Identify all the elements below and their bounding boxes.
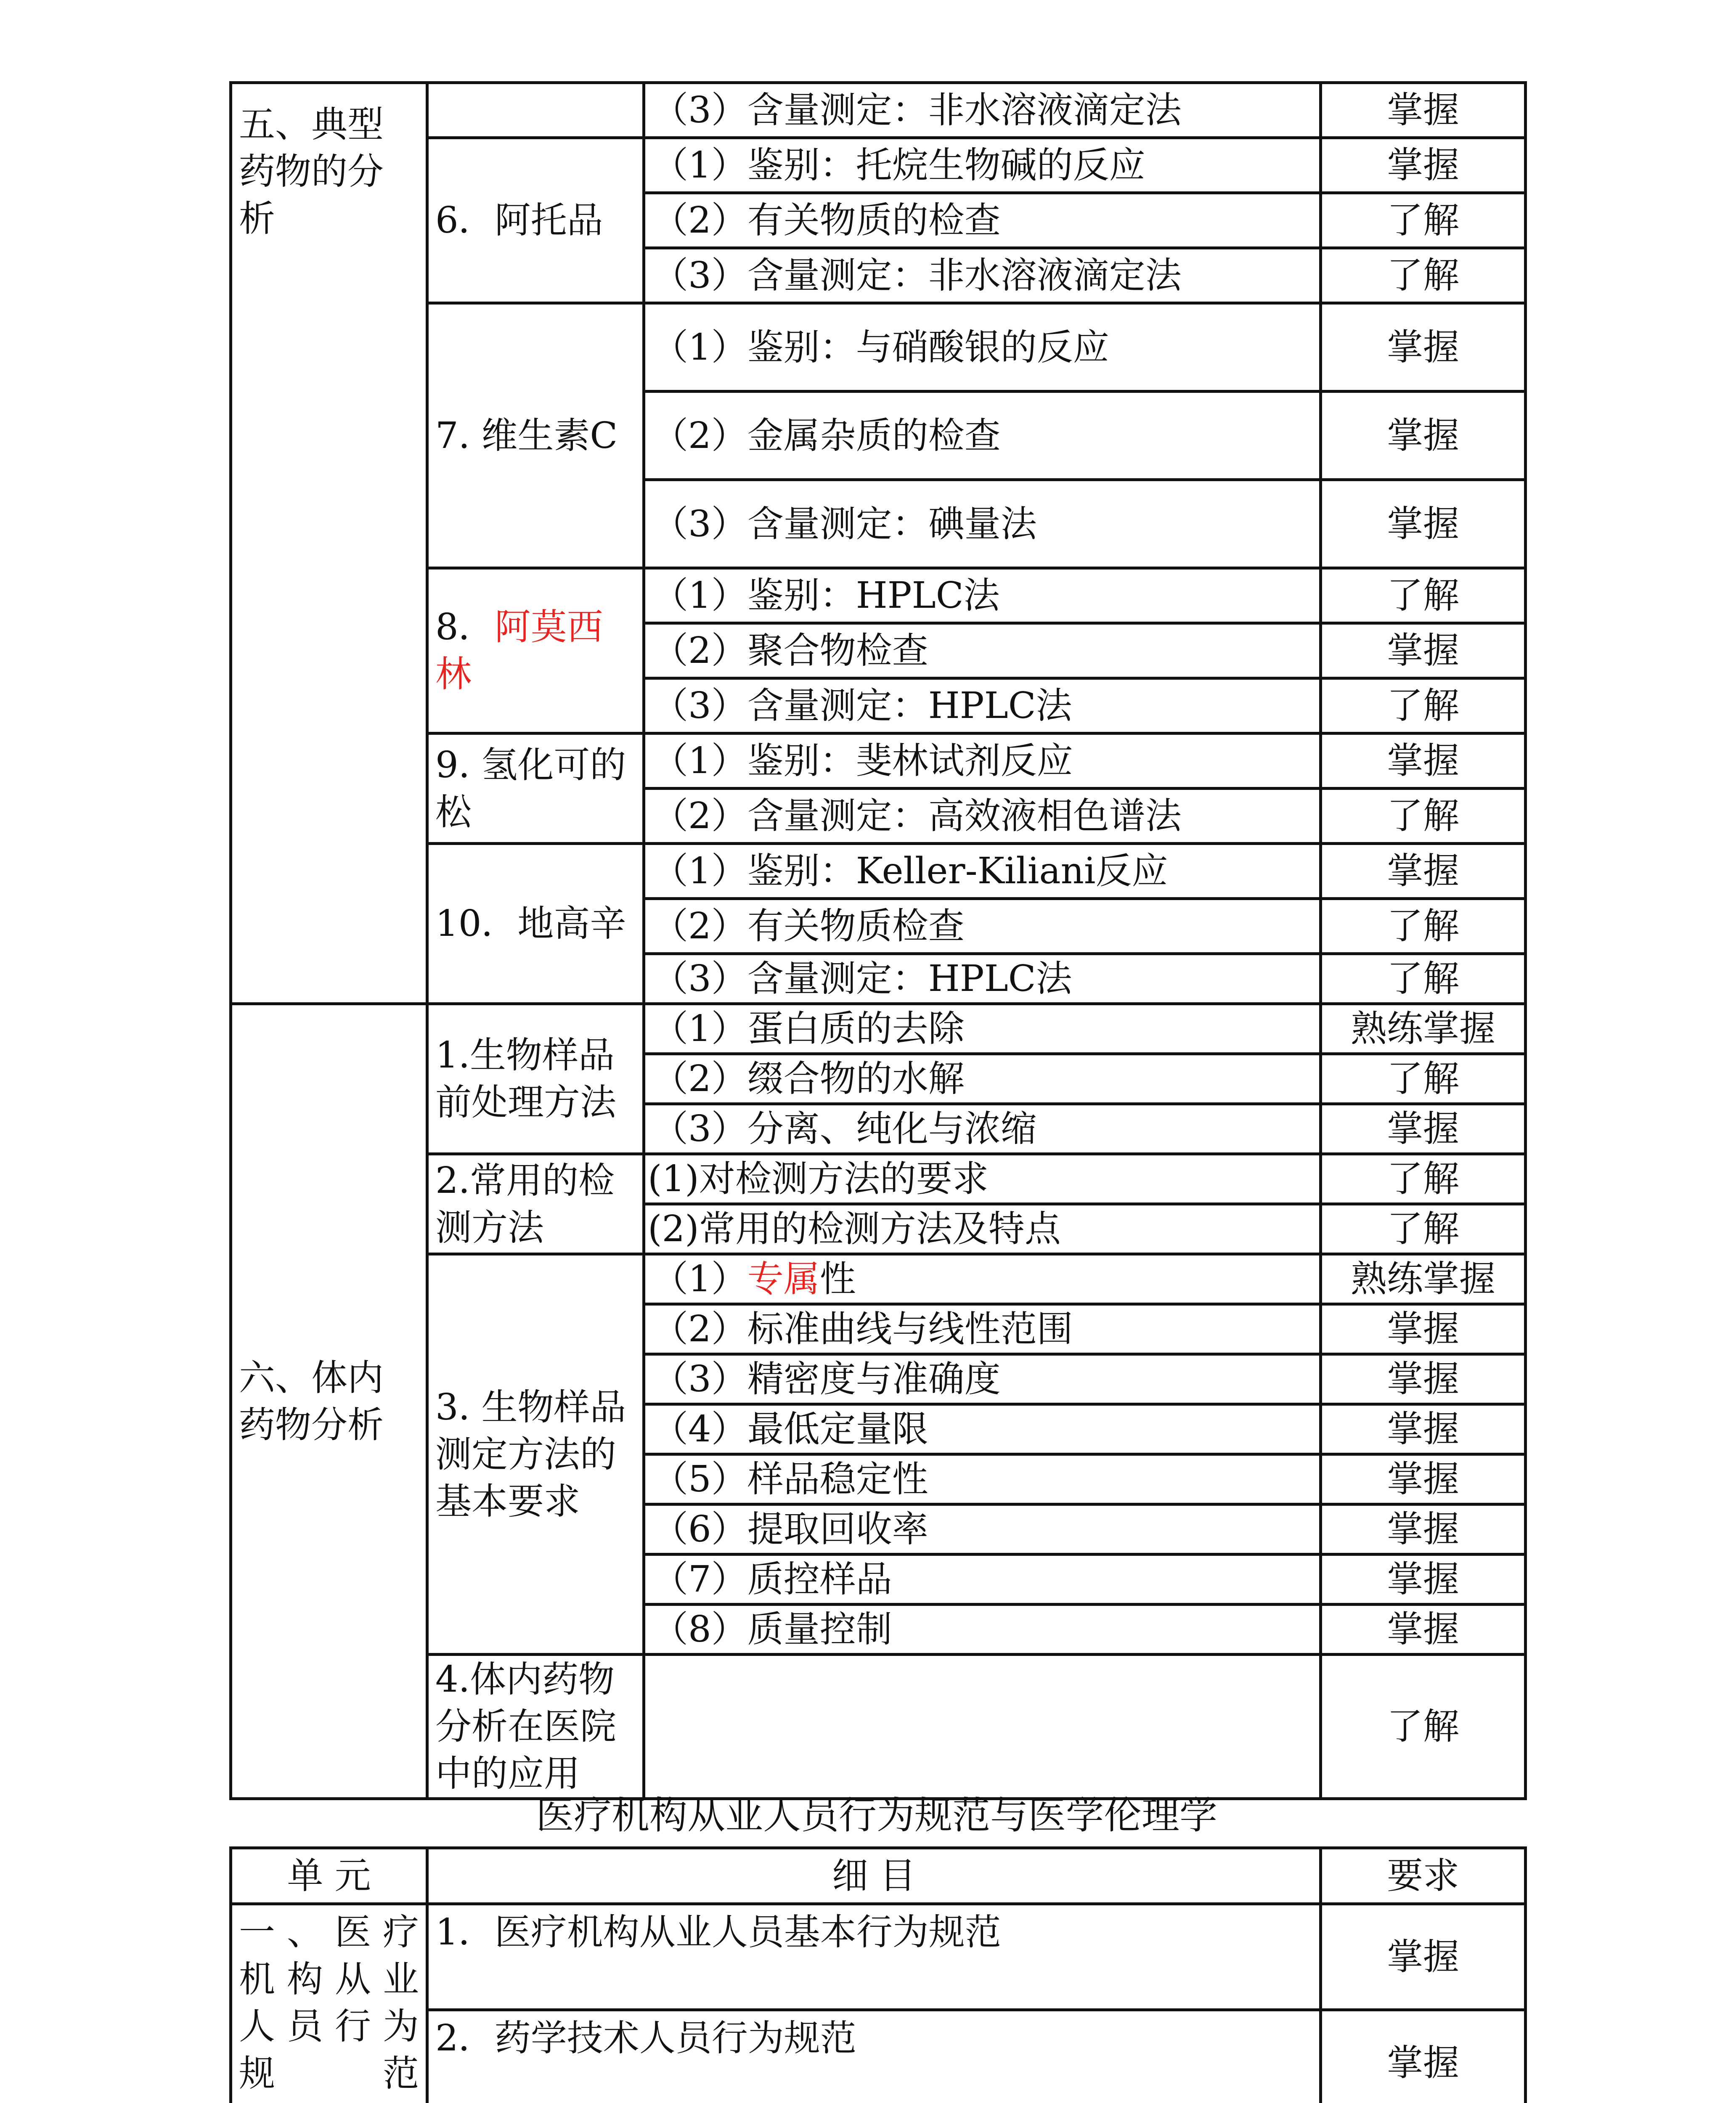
detail-cell: （5）样品稳定性 [644, 1454, 1321, 1504]
item-cell: 1．医疗机构从业人员基本行为规范 [427, 1904, 1321, 2010]
requirement-cell: 熟练掌握 [1321, 1254, 1526, 1304]
detail-cell: （1）鉴别：Keller-Kiliani反应 [644, 844, 1321, 899]
requirement-cell: 了解 [1321, 1655, 1526, 1799]
detail-cell: （2）缀合物的水解 [644, 1054, 1321, 1104]
detail-cell: （3）分离、纯化与浓缩 [644, 1104, 1321, 1154]
requirement-cell: 掌握 [1321, 1555, 1526, 1605]
detail-cell: （3）含量测定：HPLC法 [644, 678, 1321, 734]
requirement-cell: 了解 [1321, 678, 1526, 734]
requirement-cell: 掌握 [1321, 1454, 1526, 1504]
requirement-cell: 熟练掌握 [1321, 1004, 1526, 1054]
detail-suffix: 性 [819, 1258, 856, 1300]
exam-syllabus-table-2 [229, 1846, 1527, 2103]
detail-cell: （2）金属杂质的检查 [644, 392, 1321, 480]
requirement-cell: 掌握 [1321, 1104, 1526, 1154]
header-unit: 单 元 [231, 1848, 427, 1904]
subitem-hospital-application: 4.体内药物分析在医院中的应用 [427, 1655, 644, 1799]
detail-cell: （3）精密度与准确度 [644, 1354, 1321, 1404]
detail-cell: （7）质控样品 [644, 1555, 1321, 1605]
highlighted-drug-name: 阿莫西林 [435, 606, 603, 695]
requirement-cell: 掌握 [1321, 1354, 1526, 1404]
detail-cell: （1）蛋白质的去除 [644, 1004, 1321, 1054]
requirement-cell: 掌握 [1321, 1504, 1526, 1555]
detail-cell: （3）含量测定：碘量法 [644, 480, 1321, 568]
detail-cell: （2）聚合物检查 [644, 623, 1321, 678]
subitem-amoxicillin [427, 568, 644, 734]
detail-cell: （6）提取回收率 [644, 1504, 1321, 1555]
requirement-cell: 了解 [1321, 954, 1526, 1004]
highlighted-term: 专属 [747, 1258, 820, 1300]
requirement-cell: 掌握 [1321, 480, 1526, 568]
subitem-number: 8． [435, 606, 495, 648]
detail-cell: （2）标准曲线与线性范围 [644, 1304, 1321, 1354]
unit-typical-drug-analysis: 五、典型药物的分析 [231, 83, 427, 1004]
requirement-cell: 掌握 [1321, 1404, 1526, 1454]
detail-cell: （1）鉴别：HPLC法 [644, 568, 1321, 623]
requirement-cell: 了解 [1321, 568, 1526, 623]
subitem-atropine: 6．阿托品 [427, 138, 644, 303]
subitem-vitamin-c: 7. 维生素C [427, 303, 644, 568]
subitem-detection-methods: 2.常用的检测方法 [427, 1154, 644, 1254]
requirement-cell: 了解 [1321, 1154, 1526, 1204]
requirement-cell: 掌握 [1321, 1304, 1526, 1354]
detail-cell: (1)对检测方法的要求 [644, 1154, 1321, 1204]
header-requirement: 要求 [1321, 1848, 1526, 1904]
requirement-cell: 掌握 [1321, 1605, 1526, 1655]
detail-cell: (2)常用的检测方法及特点 [644, 1204, 1321, 1254]
detail-cell: （2）含量测定：高效液相色谱法 [644, 789, 1321, 844]
requirement-cell: 掌握 [1321, 303, 1526, 392]
detail-cell: （1）鉴别：斐林试剂反应 [644, 734, 1321, 789]
unit-in-vivo-drug-analysis: 六、体内药物分析 [231, 1004, 427, 1799]
detail-cell: （3）含量测定：非水溶液滴定法 [644, 248, 1321, 303]
subitem-method-requirements: 3. 生物样品测定方法的基本要求 [427, 1254, 644, 1655]
requirement-cell: 了解 [1321, 899, 1526, 954]
subitem-sample-pretreatment: 1.生物样品前处理方法 [427, 1004, 644, 1154]
requirement-cell: 掌握 [1321, 83, 1526, 138]
exam-syllabus-table-1 [229, 81, 1527, 1800]
subitem-digoxin: 10．地高辛 [427, 844, 644, 1004]
detail-cell: （1）鉴别：托烷生物碱的反应 [644, 138, 1321, 193]
detail-cell-empty [644, 1655, 1321, 1799]
item-cell: 2．药学技术人员行为规范 [427, 2010, 1321, 2103]
requirement-cell: 了解 [1321, 789, 1526, 844]
requirement-cell: 了解 [1321, 1204, 1526, 1254]
detail-cell: （2）有关物质检查 [644, 899, 1321, 954]
subitem-cell-empty [427, 83, 644, 138]
detail-cell: （4）最低定量限 [644, 1404, 1321, 1454]
requirement-cell: 掌握 [1321, 844, 1526, 899]
detail-prefix: （1） [652, 1258, 747, 1300]
requirement-cell: 掌握 [1321, 2010, 1526, 2103]
detail-cell: （1）鉴别：与硝酸银的反应 [644, 303, 1321, 392]
subitem-hydrocortisone: 9. 氢化可的松 [427, 734, 644, 844]
requirement-cell: 掌握 [1321, 734, 1526, 789]
header-item: 细 目 [427, 1848, 1321, 1904]
requirement-cell: 了解 [1321, 1054, 1526, 1104]
requirement-cell: 了解 [1321, 193, 1526, 248]
detail-cell: （3）含量测定：HPLC法 [644, 954, 1321, 1004]
requirement-cell: 掌握 [1321, 138, 1526, 193]
requirement-cell: 了解 [1321, 248, 1526, 303]
detail-cell [644, 1254, 1321, 1304]
requirement-cell: 掌握 [1321, 392, 1526, 480]
detail-cell: （8）质量控制 [644, 1605, 1321, 1655]
detail-cell: （2）有关物质的检查 [644, 193, 1321, 248]
requirement-cell: 掌握 [1321, 1904, 1526, 2010]
requirement-cell: 掌握 [1321, 623, 1526, 678]
detail-cell: （3）含量测定：非水溶液滴定法 [644, 83, 1321, 138]
section-title: 医疗机构从业人员行为规范与医学伦理学 [536, 1793, 1217, 1838]
unit-conduct-norms: 一、医疗机构从业人员行为规范 [231, 1904, 427, 2103]
